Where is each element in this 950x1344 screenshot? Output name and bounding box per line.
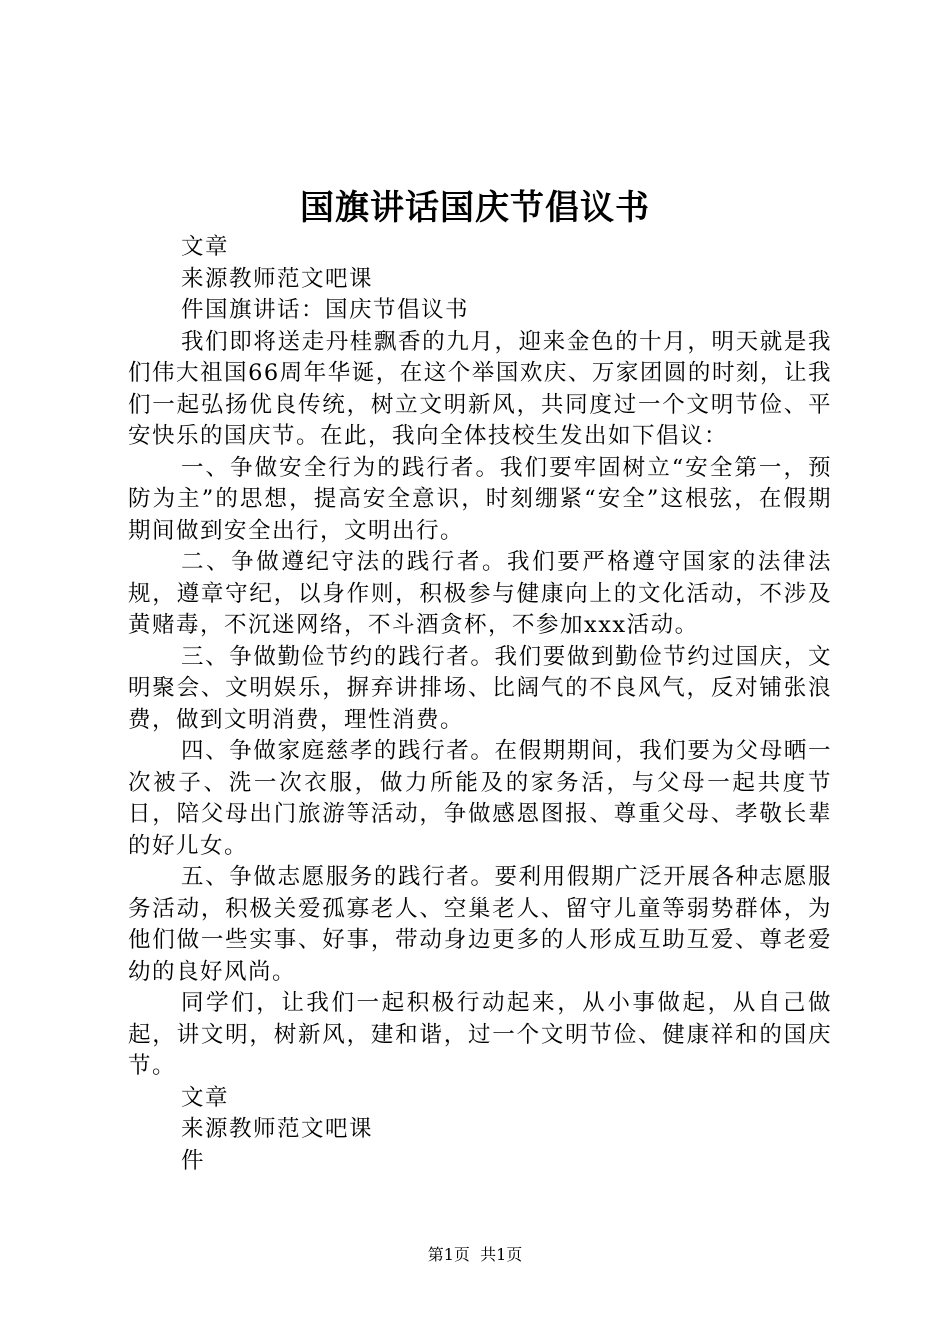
- header-line-source: 文章: [181, 234, 230, 260]
- paragraph-volunteer: 五、争做志愿服务的践行者。要利用假期广泛开展各种志愿服务活动，积极关爱孤寡老人、空巢老人、留守儿童等弱势群体，为他们做一些实事、好事，带动身边更多的人形成互助互爱、尊老爱幼的良好风尚。: [128, 864, 832, 985]
- header-line-source-site: 来源教师范文吧课: [181, 265, 374, 292]
- paragraph-law: 二、争做遵纪守法的践行者。我们要严格遵守国家的法律法规，遵章守纪，以身作则，积极参与健康向上的文化活动，不涉及黄赌毒，不沉迷网络，不斗酒贪杯，不参加xxx活动。: [128, 549, 832, 638]
- document-title: 国旗讲话国庆节倡议书: [300, 188, 650, 228]
- paragraph-safety: 一、争做安全行为的践行者。我们要牢固树立“安全第一，预防为主”的思想，提高安全意识，时刻绷紧“安全”这根弦，在假期期间做到安全出行，文明出行。: [128, 454, 832, 544]
- paragraph-intro: 我们即将送走丹桂飘香的九月，迎来金色的十月，明天就是我们伟大祖国66周年华诞，在这个举国欢庆、万家团圆的时刻，让我们一起弘扬优良传统，树立文明新风，共同度过一个文明节俭、平安快乐的国庆节。在此，我向全体技校生发出如下倡议：: [128, 328, 832, 449]
- paragraph-family: 四、争做家庭慈孝的践行者。在假期期间，我们要为父母晒一次被子、洗一次衣服，做力所能及的家务活，与父母一起共度节日，陪父母出门旅游等活动，争做感恩图报、尊重父母、孝敬长辈的好儿女。: [128, 738, 832, 859]
- footer-line-source-site: 来源教师范文吧课: [181, 1116, 374, 1142]
- header-line-subtitle: 件国旗讲话：国庆节倡议书: [181, 297, 470, 323]
- paragraph-thrift: 三、争做勤俭节约的践行者。我们要做到勤俭节约过国庆，文明聚会、文明娱乐，摒弃讲排场、比阔气的不良风气，反对铺张浪费，做到文明消费，理性消费。: [128, 643, 832, 733]
- paragraph-closing: 同学们，让我们一起积极行动起来，从小事做起，从自己做起，讲文明，树新风，建和谐，过一个文明节俭、健康祥和的国庆节。: [128, 990, 832, 1079]
- document-body: [128, 232, 832, 1177]
- footer-line-end: 件: [181, 1147, 206, 1174]
- page-number: 第1页 共1页: [427, 1245, 523, 1264]
- footer-line-source: 文章: [181, 1084, 230, 1111]
